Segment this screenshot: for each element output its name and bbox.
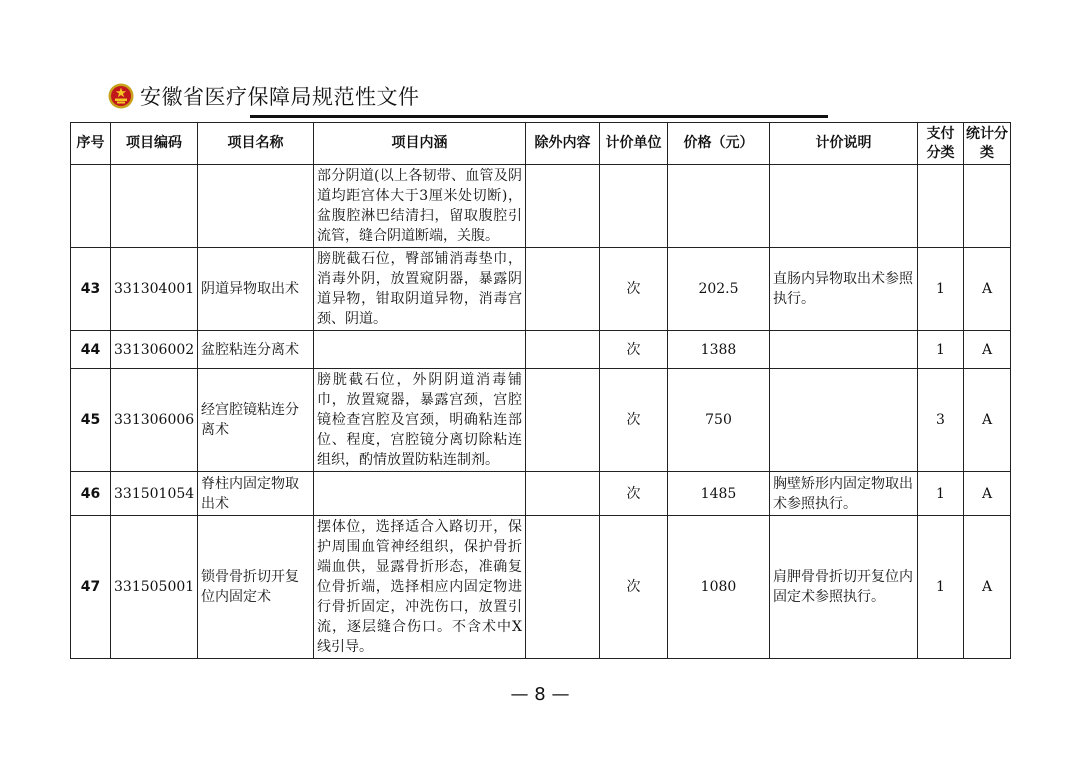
col-header-no: 序号 bbox=[71, 123, 111, 165]
cell-content bbox=[314, 331, 526, 369]
cell-unit: 次 bbox=[600, 331, 668, 369]
cell-code: 331304001 bbox=[111, 248, 198, 331]
cell-no: 45 bbox=[71, 369, 111, 472]
header-rule bbox=[250, 115, 828, 118]
col-header-stat: 统计分类 bbox=[964, 123, 1011, 165]
table-row bbox=[71, 165, 1011, 248]
document-header bbox=[108, 80, 420, 112]
cell-code: 331306002 bbox=[111, 331, 198, 369]
cell-pay: 1 bbox=[918, 248, 964, 331]
cell-content: 膀胱截石位，外阴阴道消毒铺巾，放置窥器，暴露宫颈，宫腔镜检查宫腔及宫颈，明确粘连部位、程度，宫腔镜分离切除粘连组织，酌情放置防粘连制剂。 bbox=[314, 369, 526, 472]
cell-stat: A bbox=[964, 369, 1011, 472]
cell-name: 锁骨骨折切开复位内固定术 bbox=[198, 516, 314, 659]
cell-stat: A bbox=[964, 248, 1011, 331]
cell-no: 44 bbox=[71, 331, 111, 369]
document-header-title: 安徽省医疗保障局规范性文件 bbox=[140, 85, 420, 109]
cell-pay bbox=[918, 165, 964, 248]
cell-price: 1080 bbox=[668, 516, 770, 659]
cell-note: 直肠内异物取出术参照执行。 bbox=[770, 248, 918, 331]
cell-pay: 1 bbox=[918, 472, 964, 516]
table-row bbox=[71, 331, 1011, 369]
col-header-exclude: 除外内容 bbox=[526, 123, 600, 165]
table-row bbox=[71, 248, 1011, 331]
cell-name: 盆腔粘连分离术 bbox=[198, 331, 314, 369]
cell-pay: 3 bbox=[918, 369, 964, 472]
cell-unit bbox=[600, 165, 668, 248]
cell-stat: A bbox=[964, 516, 1011, 659]
col-header-name: 项目名称 bbox=[198, 123, 314, 165]
page-number: — 8 — bbox=[510, 684, 570, 705]
cell-exclude bbox=[526, 472, 600, 516]
col-header-unit: 计价单位 bbox=[600, 123, 668, 165]
cell-content bbox=[314, 472, 526, 516]
cell-exclude bbox=[526, 369, 600, 472]
cell-code: 331306006 bbox=[111, 369, 198, 472]
col-header-price: 价格（元） bbox=[668, 123, 770, 165]
cell-content: 部分阴道(以上各韧带、血管及阴道均距宫体大于3厘米处切断)，盆腹腔淋巴结清扫，留取腹腔引流管，缝合阴道断端，关腹。 bbox=[314, 165, 526, 248]
cell-content: 摆体位，选择适合入路切开，保护周围血管神经组织，保护骨折端血供，显露骨折形态，准确复位骨折端，选择相应内固定物进行骨折固定，冲洗伤口，放置引流，逐层缝合伤口。不含术中X线引导。 bbox=[314, 516, 526, 659]
cell-note: 胸壁矫形内固定物取出术参照执行。 bbox=[770, 472, 918, 516]
table-row bbox=[71, 516, 1011, 659]
cell-code: 331505001 bbox=[111, 516, 198, 659]
national-emblem-icon bbox=[108, 83, 134, 109]
cell-no: 46 bbox=[71, 472, 111, 516]
col-header-pay: 支付分类 bbox=[918, 123, 964, 165]
cell-unit: 次 bbox=[600, 472, 668, 516]
cell-no bbox=[71, 165, 111, 248]
cell-unit: 次 bbox=[600, 369, 668, 472]
table-row bbox=[71, 369, 1011, 472]
cell-exclude bbox=[526, 248, 600, 331]
cell-name: 阴道异物取出术 bbox=[198, 248, 314, 331]
cell-stat bbox=[964, 165, 1011, 248]
cell-note bbox=[770, 369, 918, 472]
cell-exclude bbox=[526, 165, 600, 248]
cell-pay: 1 bbox=[918, 516, 964, 659]
cell-exclude bbox=[526, 331, 600, 369]
col-header-note: 计价说明 bbox=[770, 123, 918, 165]
cell-exclude bbox=[526, 516, 600, 659]
table-header-row bbox=[71, 123, 1011, 165]
cell-name: 脊柱内固定物取出术 bbox=[198, 472, 314, 516]
cell-name: 经宫腔镜粘连分离术 bbox=[198, 369, 314, 472]
cell-name bbox=[198, 165, 314, 248]
cell-price bbox=[668, 165, 770, 248]
cell-note: 肩胛骨骨折切开复位内固定术参照执行。 bbox=[770, 516, 918, 659]
cell-stat: A bbox=[964, 472, 1011, 516]
cell-price: 1485 bbox=[668, 472, 770, 516]
cell-code bbox=[111, 165, 198, 248]
cell-unit: 次 bbox=[600, 248, 668, 331]
col-header-content: 项目内涵 bbox=[314, 123, 526, 165]
cell-no: 47 bbox=[71, 516, 111, 659]
cell-content: 膀胱截石位，臀部铺消毒垫巾，消毒外阴，放置窥阴器，暴露阴道异物，钳取阴道异物，消毒宫颈、阴道。 bbox=[314, 248, 526, 331]
cell-pay: 1 bbox=[918, 331, 964, 369]
cell-note bbox=[770, 165, 918, 248]
table-row bbox=[71, 472, 1011, 516]
cell-price: 202.5 bbox=[668, 248, 770, 331]
cell-note bbox=[770, 331, 918, 369]
price-table bbox=[70, 122, 1011, 659]
cell-unit: 次 bbox=[600, 516, 668, 659]
cell-code: 331501054 bbox=[111, 472, 198, 516]
cell-stat: A bbox=[964, 331, 1011, 369]
cell-price: 750 bbox=[668, 369, 770, 472]
cell-price: 1388 bbox=[668, 331, 770, 369]
cell-no: 43 bbox=[71, 248, 111, 331]
col-header-code: 项目编码 bbox=[111, 123, 198, 165]
